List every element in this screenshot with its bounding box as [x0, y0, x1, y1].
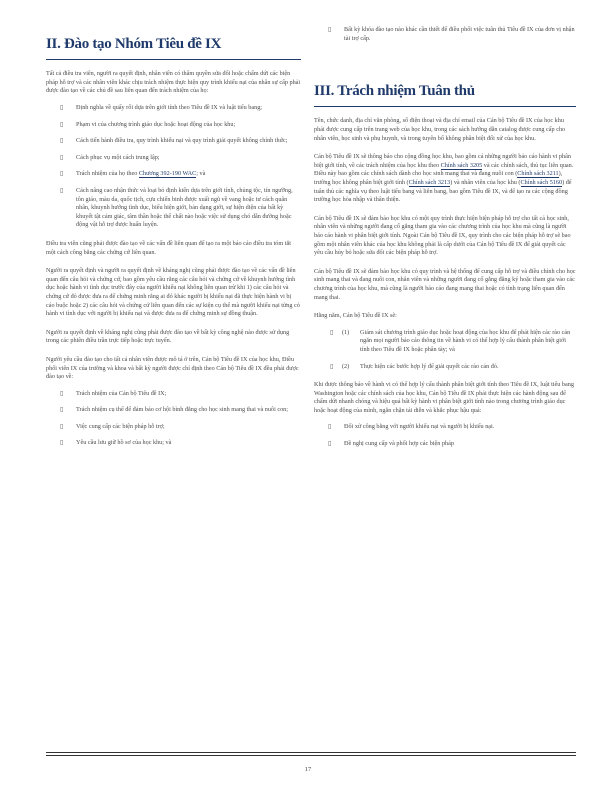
bullet-icon: ▯: [328, 441, 332, 448]
paragraph-pregnancy-support: Cán bộ Tiêu đề IX sẽ đảm bảo học khu có quy trình và hệ thống để cung cấp hỗ trợ và điều chỉnh cho học sinh mang thai và đang nuôi con, nhân viên và những người đang cố gắng đăng ký hoặc tham gia vào các chương trình của học khu, mà cũng là người bảo cáo đang mang thai hoặc có tình trạng liên quan đến mang thai.: [314, 267, 576, 301]
paragraph-supportive-measures: Cán bộ Tiêu đề IX sẽ đảm bảo học khu có một quy trình thực hiện biện pháp hỗ trợ cho tất cả học sinh, nhân viên và những người đang cố gắng tham gia vào các chương trình của học khu mà cũng là người báo cáo hành vi phân biệt giới tính. Ngoài Cán bộ Tiêu đề IX, quy trình cho các biện pháp hỗ trợ sẽ bao gồm một nhân viên khác của học khu không phải là cấp dưới của Cán bộ Tiêu đề IX để giải quyết các yêu cầu hủy bỏ hoặc sửa đổi các biện pháp hỗ trợ.: [314, 214, 571, 257]
policy-3213-link[interactable]: Chính sách 3213: [408, 179, 451, 186]
paragraph-investigators: Điều tra viên cũng phải được đào tạo về các vấn đề liên quan để tạo ra một báo cáo điều tra tóm tắt một cách công bằng các chứng cứ liên quan.: [46, 239, 291, 256]
wac-chapter-link[interactable]: Chương 392-190 WAC: [138, 170, 197, 178]
paragraph-contact-info: Tên, chức danh, địa chỉ văn phòng, số điện thoại và địa chỉ email của Cán bộ Tiêu đề IX của học khu phải được cung cấp trên trang web của học khu, trong các sách hướng dẫn catalog được cung cấp cho nhân viên, học sinh và phụ huynh, và trong tuyên bố không phân biệt đối xử của học khu.: [314, 117, 566, 142]
annual-duties-list: [314, 329, 576, 371]
paragraph-decision-makers: Người ra quyết định và người ra quyết định về kháng nghị cũng phải được đào tạo về các vấn đề liên quan đến câu hỏi và chứng cứ, bao gồm yêu cầu rằng các câu hỏi và chứng cứ về khuynh hướng tình dục hoặc hành vi tình dục trước đây của người khiếu nại không liên quan trừ khi 1) các câu hỏi và chứng cứ đó được đưa ra để chứng minh rằng ai đó khác người bị khiếu nại đã thực hiện hành vi bị cáo buộc hoặc 2) các câu hỏi và chứng cứ liên quan đến các sự kiện cụ thể mà người khiếu nại từng có hành vi tình dục với người bị khiếu nại và được đưa ra để chứng minh sự đồng thuận.: [46, 267, 300, 318]
paragraph-coordinators: Người yêu cầu đào tạo cho tất cả nhân viên được mô tả ở trên, Cán bộ Tiêu đề IX của học khu, Điều phối viên IX của trường và khoa và bất kỳ người được chỉ định theo Cán bộ Tiêu đề IX đều phải được đào tạo về:: [46, 355, 299, 381]
policy-3211-link[interactable]: Chính sách 3211: [517, 170, 559, 178]
left-column: [46, 0, 301, 448]
list-item: ▯ Định nghĩa về quấy rối dựa trên giới tính theo Tiêu đề IX và luật tiểu bang;: [60, 104, 263, 112]
list-item: ▯ Trách nhiệm của họ theo Chương 392-190 WAC; và: [60, 170, 206, 178]
list-item: ▯ Trách nhiệm của Cán bộ Tiêu đề IX;: [60, 389, 167, 397]
list-item: ▯ Cách nâng cao nhận thức và loại bỏ định kiến dựa trên giới tính, chủng tộc, tín ngưỡng, tôn giáo, màu da, quốc tịch, cựu chiến binh được xuất ngũ về vang hoặc tư cách quân nhân, khuynh hướng tình dục, biểu hiện giới, bản dạng giới, sự hiện diện của bất kỳ khuyết tật cảm giác, tâm thần hoặc thể chất nào hoặc việc sử dụng chó dẫn đường hoặc động vật hỗ trợ được huấn luyện.: [60, 187, 293, 229]
continued-list: [314, 26, 576, 43]
paragraph-appeals: Người ra quyết định về kháng nghị cũng phải được đào tạo về bất kỳ công nghệ nào được sử dụng trong các phiên điều trần trực tiếp hoặc trực tuyến.: [46, 328, 290, 345]
list-item: ▯ (2) Thực hiện các bước hợp lý để giải quyết các rào cản đó.: [330, 362, 499, 370]
bullet-icon: ▯: [60, 121, 64, 128]
list-item: ▯ Yêu cầu lưu giữ hồ sơ của học khu; và: [60, 439, 172, 447]
paragraph-annual-duties: Hằng năm, Cán bộ Tiêu đề IX sẽ:: [314, 312, 397, 320]
bullet-icon: ▯: [60, 423, 64, 430]
paragraph-response-actions: Khi được thông báo về hành vi có thể hợp lý cấu thành phân biệt giới tính theo Tiêu đề IX, luật tiểu bang Washington hoặc các chính sách của học khu, Cán bộ Tiêu đề IX phải thực hiện các hành động sau để chấm dứt nhanh chóng và hiệu quả bất kỳ hành vi phân biệt giới tính nào trong chương trình giáo dục hoặc hoạt động của mình, ngăn chặn tái diễn và khắc phục hậu quả:: [314, 381, 574, 414]
section-heading-training: II. Đào tạo Nhóm Tiêu đề IX: [46, 36, 222, 52]
list-item: ▯ Trách nhiệm cụ thể để đảm bảo cơ hội bình đẳng cho học sinh mang thai và nuôi con;: [60, 406, 288, 414]
intro-paragraph: Tất cả điều tra viên, người ra quyết định, nhân viên có thẩm quyền sửa đổi hoặc chấm dứt các biện pháp hỗ trợ và các nhân viên khác chịu trách nhiệm thực hiện quy trình khiếu nại của nhân sự cấp phải được đào tạo về các chủ đề sau liên quan đến trách nhiệm của họ:: [46, 70, 301, 95]
heading-rule: [46, 59, 301, 60]
bullet-icon: ▯: [60, 105, 64, 112]
right-column: [314, 0, 576, 449]
footer-divider: [46, 752, 576, 756]
response-actions-list: [314, 423, 576, 448]
section-heading-compliance: III. Trách nhiệm Tuân thủ: [314, 83, 475, 100]
page-number: 17: [304, 766, 312, 773]
list-item: ▯ Cách tiến hành điều tra, quy trình khiếu nại và quy trình giải quyết không chính thức;: [60, 137, 288, 145]
list-item: ▯ Đối xử công bằng với người khiếu nại và người bị khiếu nại.: [328, 423, 495, 431]
bullet-icon: ▯: [60, 390, 64, 397]
paragraph-notification: Cán bộ Tiêu đề IX sẽ thông báo cho cộng đồng học khu, bao gồm cả những người bảo cáo hành vi phân biệt giới tính, về các trách nhiệm của học khu theo Chính sách 3205 và các chính sách, thủ tục liên quan. Điều này bao gồm các chính sách dành cho học sinh mang thai và đang nuôi con (Chính sách 3211), trường học không phân biệt giới tính (Chính sách 3213) và nhân viên của học khu (Chính sách 5160) để tuân thủ các nghĩa vụ theo luật tiểu bang và liên bang, bao gồm Tiêu đề IX, và để tạo ra các cộng đồng trường học hòa nhập và thân thiện.: [314, 153, 574, 204]
list-item: ▯ Cách phục vụ một cách trung lập;: [60, 153, 160, 161]
bullet-icon: ▯: [60, 138, 64, 145]
bullet-icon: ▯: [60, 188, 64, 194]
list-item: ▯ Việc cung cấp các biện pháp hỗ trợ;: [60, 422, 165, 430]
bullet-icon: ▯: [330, 363, 334, 370]
policy-5160-link[interactable]: Chính sách 5160: [520, 179, 563, 186]
bullet-icon: ▯: [330, 329, 334, 336]
bullet-icon: ▯: [328, 27, 332, 33]
list-item: ▯ (1) Giám sát chương trình giáo dục hoặc hoạt động của học khu để phát hiện các rào cản ngăn mọi người báo cáo thông tin về hành vi có thể hợp lý cấu thành phân biệt giới tính theo Tiêu đề IX hoặc phân tày; và: [330, 328, 571, 353]
policy-3205-link[interactable]: Chính sách 3205: [440, 161, 483, 169]
bullet-icon: ▯: [60, 407, 64, 414]
heading-rule: [314, 106, 576, 107]
list-item: ▯ Đề nghị cung cấp và phối hợp các biện pháp: [328, 440, 454, 448]
list-item: ▯ Bất kỳ khóa đào tạo nào khác cần thiết để điều phối việc tuân thủ Tiêu đề IX của đơn vị nhận tài trợ cấp.: [328, 26, 575, 42]
bullet-icon: ▯: [60, 154, 64, 161]
bullet-icon: ▯: [60, 440, 64, 447]
list-item: ▯ Phạm vi của chương trình giáo dục hoặc hoạt động của học khu;: [60, 120, 236, 128]
bullet-icon: ▯: [60, 171, 64, 178]
training-topics-list: [46, 104, 301, 230]
coordinator-topics-list: [46, 390, 301, 448]
bullet-icon: ▯: [328, 424, 332, 431]
